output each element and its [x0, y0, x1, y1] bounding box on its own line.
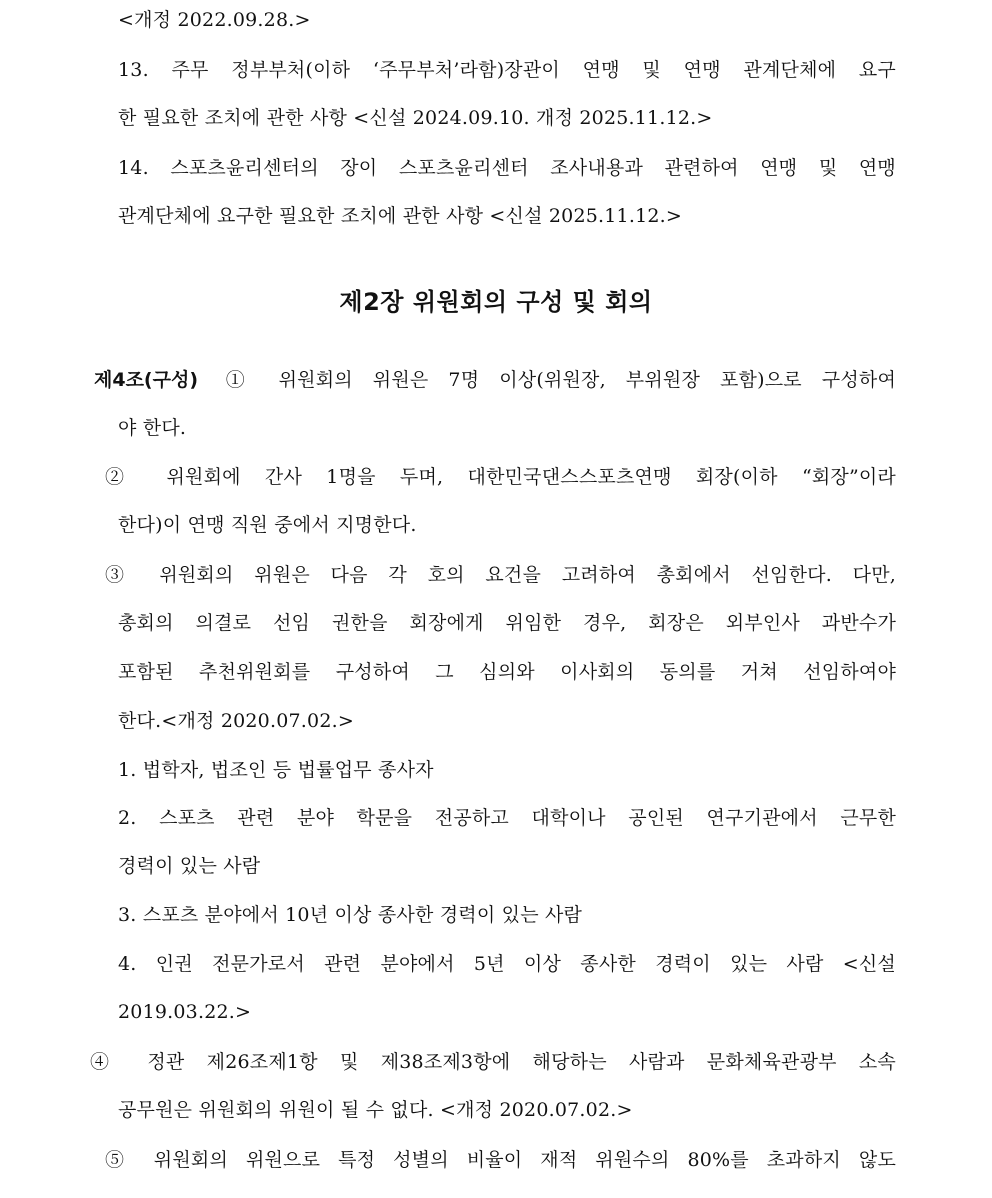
article-4-item-3: 3. 스포츠 분야에서 10년 이상 종사한 경력이 있는 사람 — [118, 904, 583, 926]
article-4-item-2-line-1: 2. 스포츠 관련 분야 학문을 전공하고 대학이나 공인된 연구기관에서 근무한 — [118, 807, 896, 829]
revision-note: <개정 2022.09.28.> — [118, 9, 311, 31]
article-4-para-1-line-1 — [94, 368, 896, 392]
chapter-title: 제2장 위원회의 구성 및 회의 — [339, 288, 653, 316]
article-4-para-2-line-1: ② 위원회에 간사 1명을 두며, 대한민국댄스스포츠연맹 회장(이하 “회장”이라 — [105, 466, 896, 488]
item-13-line-1: 13. 주무 정부부처(이하 ‘주무부처’라함)장관이 연맹 및 연맹 관계단체에 요구 — [118, 59, 896, 81]
article-heading: 제4조(구성) — [94, 369, 199, 391]
item-13-line-2: 한 필요한 조치에 관한 사항 <신설 2024.09.10. 개정 2025.11.12.> — [118, 107, 713, 129]
article-4-para-4-line-2: 공무원은 위원회의 위원이 될 수 없다. <개정 2020.07.02.> — [118, 1099, 633, 1121]
article-4-item-4-line-2: 2019.03.22.> — [118, 1001, 252, 1023]
article-4-para-2-line-2: 한다)이 연맹 직원 중에서 지명한다. — [118, 514, 417, 536]
article-4-para-4-line-1: ④ 정관 제26조제1항 및 제38조제3항에 해당하는 사람과 문화체육관광부 소속 — [90, 1051, 896, 1073]
article-4-item-4-line-1: 4. 인권 전문가로서 관련 분야에서 5년 이상 종사한 경력이 있는 사람 <신설 — [118, 953, 896, 975]
article-4-para-3-line-4: 한다.<개정 2020.07.02.> — [118, 710, 354, 732]
article-4-para-3-line-2: 총회의 의결로 선임 권한을 회장에게 위임한 경우, 회장은 외부인사 과반수가 — [118, 612, 896, 634]
item-14-line-1: 14. 스포츠윤리센터의 장이 스포츠윤리센터 조사내용과 관련하여 연맹 및 연맹 — [118, 157, 896, 179]
article-4-para-3-line-1: ③ 위원회의 위원은 다음 각 호의 요건을 고려하여 총회에서 선임한다. 다만, — [105, 564, 896, 586]
article-4-para-1-text: ① 위원회의 위원은 7명 이상(위원장, 부위원장 포함)으로 구성하여 — [212, 369, 896, 391]
article-4-item-2-line-2: 경력이 있는 사람 — [118, 855, 261, 877]
item-14-line-2: 관계단체에 요구한 필요한 조치에 관한 사항 <신설 2025.11.12.> — [118, 205, 683, 227]
article-4-para-5-line-1: ⑤ 위원회의 위원으로 특정 성별의 비율이 재적 위원수의 80%를 초과하지 않도 — [105, 1149, 896, 1171]
article-4-para-1-line-2: 야 한다. — [118, 417, 187, 439]
article-4-para-3-line-3: 포함된 추천위원회를 구성하여 그 심의와 이사회의 동의를 거쳐 선임하여야 — [118, 661, 896, 683]
article-4-item-1: 1. 법학자, 법조인 등 법률업무 종사자 — [118, 759, 434, 781]
